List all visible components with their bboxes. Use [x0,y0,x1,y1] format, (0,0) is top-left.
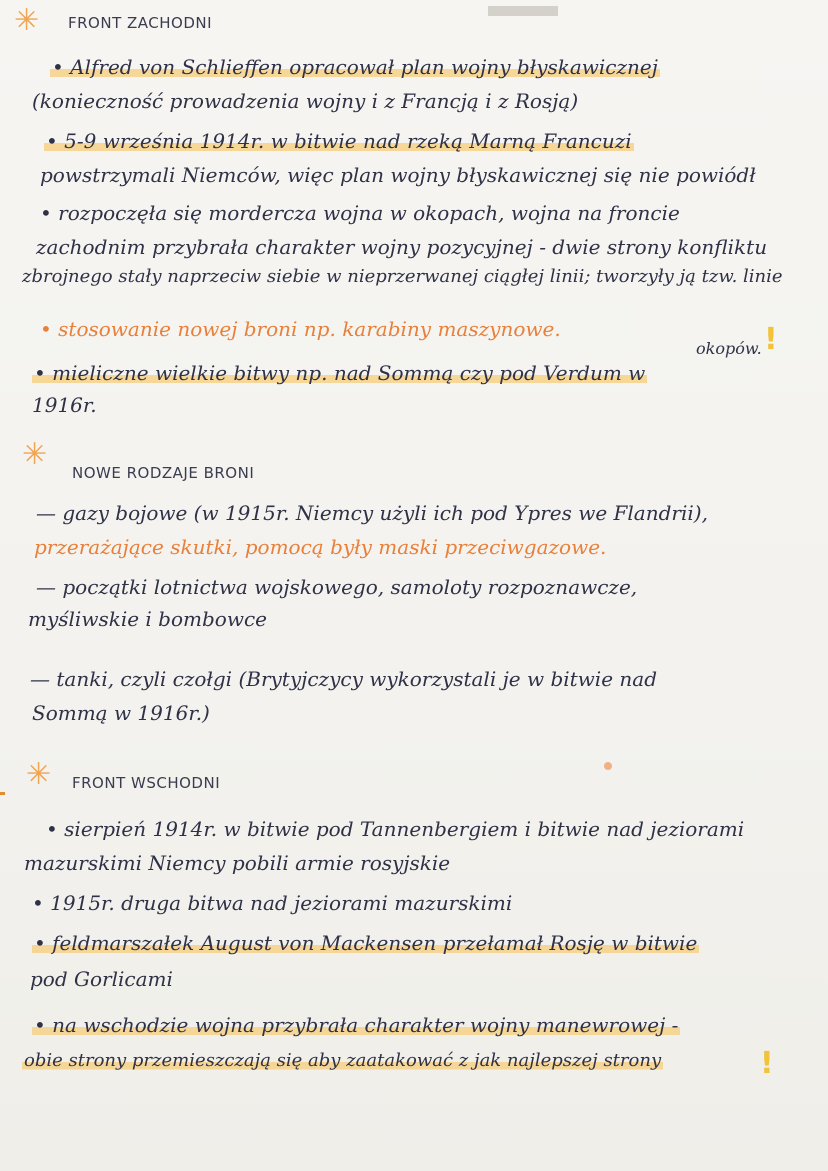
note-line: • feldmarszałek August von Mackensen przełamał Rosję w bitwie [34,931,698,955]
note-line: • stosowanie nowej broni np. karabiny maszynowe. [40,317,561,341]
note-line: Sommą w 1916r.) [32,701,210,725]
note-line: obie strony przemieszczają się aby zaatakować z jak najlepszej strony [24,1050,662,1071]
section-heading-front-zachodni: FRONT ZACHODNI [68,14,213,32]
note-line: okopów. [696,339,762,358]
note-line: (konieczność prowadzenia wojny i z Francją i z Rosją) [32,89,579,113]
note-line: powstrzymali Niemców, więc plan wojny błyskawicznej się nie powiódł [40,163,756,187]
note-line: • rozpoczęła się mordercza wojna w okopach, wojna na froncie [40,201,680,225]
note-line: • 1915r. druga bitwa nad jeziorami mazurskimi [32,891,513,915]
star-icon: ✳ [26,757,52,792]
note-line: 1916r. [32,393,97,417]
exclamation-icon: ! [764,322,778,357]
star-icon: ✳ [22,437,48,472]
note-line: • na wschodzie wojna przybrała charakter wojny manewrowej - [34,1013,679,1037]
note-line: • Alfred von Schlieffen opracował plan wojny błyskawicznej [52,55,658,79]
star-icon: ✳ [14,3,40,38]
note-line: zachodnim przybrała charakter wojny pozycyjnej - dwie strony konfliktu [36,235,768,259]
note-line: zbrojnego stały naprzeciw siebie w nieprzerwanej ciągłej linii; tworzyły ją tzw. linie [22,266,783,287]
section-heading-nowe-rodzaje-broni: NOWE RODZAJE BRONI [72,464,255,482]
note-line: mazurskimi Niemcy pobili armie rosyjskie [24,851,451,875]
margin-dash [0,792,5,795]
note-line: pod Gorlicami [30,967,173,991]
note-line: • 5-9 września 1914r. w bitwie nad rzeką Marną Francuzi [46,129,632,153]
exclamation-icon: ! [760,1046,774,1081]
note-line: — tanki, czyli czołgi (Brytyjczycy wykorzystali je w bitwie nad [30,667,658,691]
note-line: • mieliczne wielkie bitwy np. nad Sommą czy pod Verdum w [34,361,646,385]
section-heading-front-wschodni: FRONT WSCHODNI [72,774,221,792]
note-line: — gazy bojowe (w 1915r. Niemcy użyli ich pod Ypres we Flandrii), [36,501,708,525]
note-line: przerażające skutki, pomocą były maski przeciwgazowe. [34,535,607,559]
ink-blot [604,762,612,770]
note-line: myśliwskie i bombowce [28,607,267,631]
tape-strip [488,6,558,16]
note-line: • sierpień 1914r. w bitwie pod Tannenbergiem i bitwie nad jeziorami [46,817,745,841]
note-line: — początki lotnictwa wojskowego, samoloty rozpoznawcze, [36,575,638,599]
